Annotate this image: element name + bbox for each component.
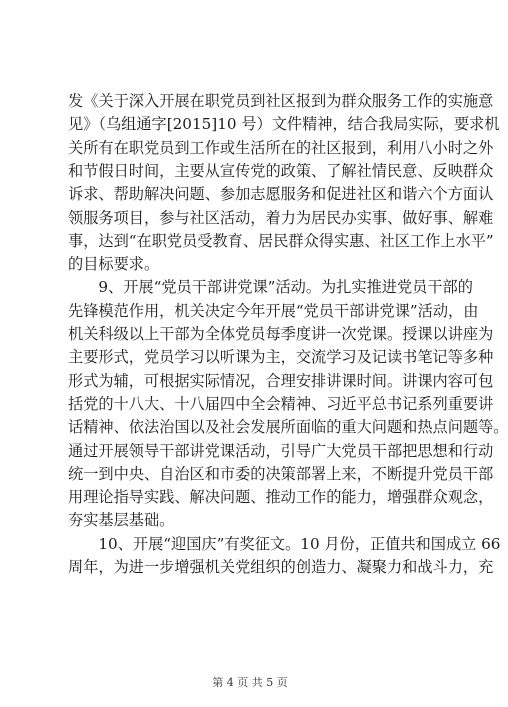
text-line: 周年，为进一步增强机关党组织的创造力、凝聚力和战斗力，充: [68, 558, 494, 576]
text-line: 括党的十八大、十八届四中全会精神、习近平总书记系列重要讲: [68, 394, 494, 413]
text-line: 9、开展“党员干部讲党课”活动。为扎实推进党员干部的: [68, 278, 473, 297]
text-line: 10、开展“迎国庆”有奖征文。10 月份，正值共和国成立 66: [68, 534, 501, 553]
text-line: 诉求、帮助解决问题、参加志愿服务和促进社区和谐六个方面认: [68, 185, 494, 204]
page-footer: 第 4 页 共 5 页: [212, 676, 288, 689]
text-line: 机关科级以上干部为全体党员每季度讲一次党课。授课以讲座为: [68, 325, 494, 343]
text-line: 关所有在职党员到工作或生活所在的社区报到，利用八小时之外: [68, 138, 494, 157]
text-line: 先锋模范作用，机关决定今年开展“党员干部讲党课”活动，由: [68, 301, 479, 320]
text-line: 事，达到“在职党员受教育、居民群众得实惠、社区工作上水平”: [68, 231, 494, 250]
text-line: 见》（乌组通字[2015]10 号）文件精神，结合我局实际，要求机: [68, 115, 500, 134]
text-line: 和节假日时间，主要从宣传党的政策、了解社情民意、反映群众: [68, 161, 494, 180]
text-line: 形式为辅，可根据实际情况，合理安排讲课时间。讲课内容可包: [68, 371, 494, 390]
text-line: 夯实基层基础。: [68, 511, 175, 530]
text-line: 统一到中央、自治区和市委的决策部署上来，不断提升党员干部: [68, 464, 494, 483]
text-line: 主要形式，党员学习以听课为主，交流学习及记读书笔记等多种: [68, 348, 494, 367]
text-line: 用理论指导实践、解决问题、推动工作的能力，增强群众观念，: [68, 488, 494, 507]
text-line: 的目标要求。: [68, 255, 160, 274]
text-line: 领服务项目，参与社区活动，着力为居民办实事、做好事、解难: [68, 208, 494, 227]
text-line: 发《关于深入开展在职党员到社区报到为群众服务工作的实施意: [68, 92, 494, 110]
text-line: 话精神、依法治国以及社会发展所面临的重大问题和热点问题等。: [68, 418, 508, 437]
text-line: 通过开展领导干部讲党课活动，引导广大党员干部把思想和行动: [68, 441, 494, 460]
